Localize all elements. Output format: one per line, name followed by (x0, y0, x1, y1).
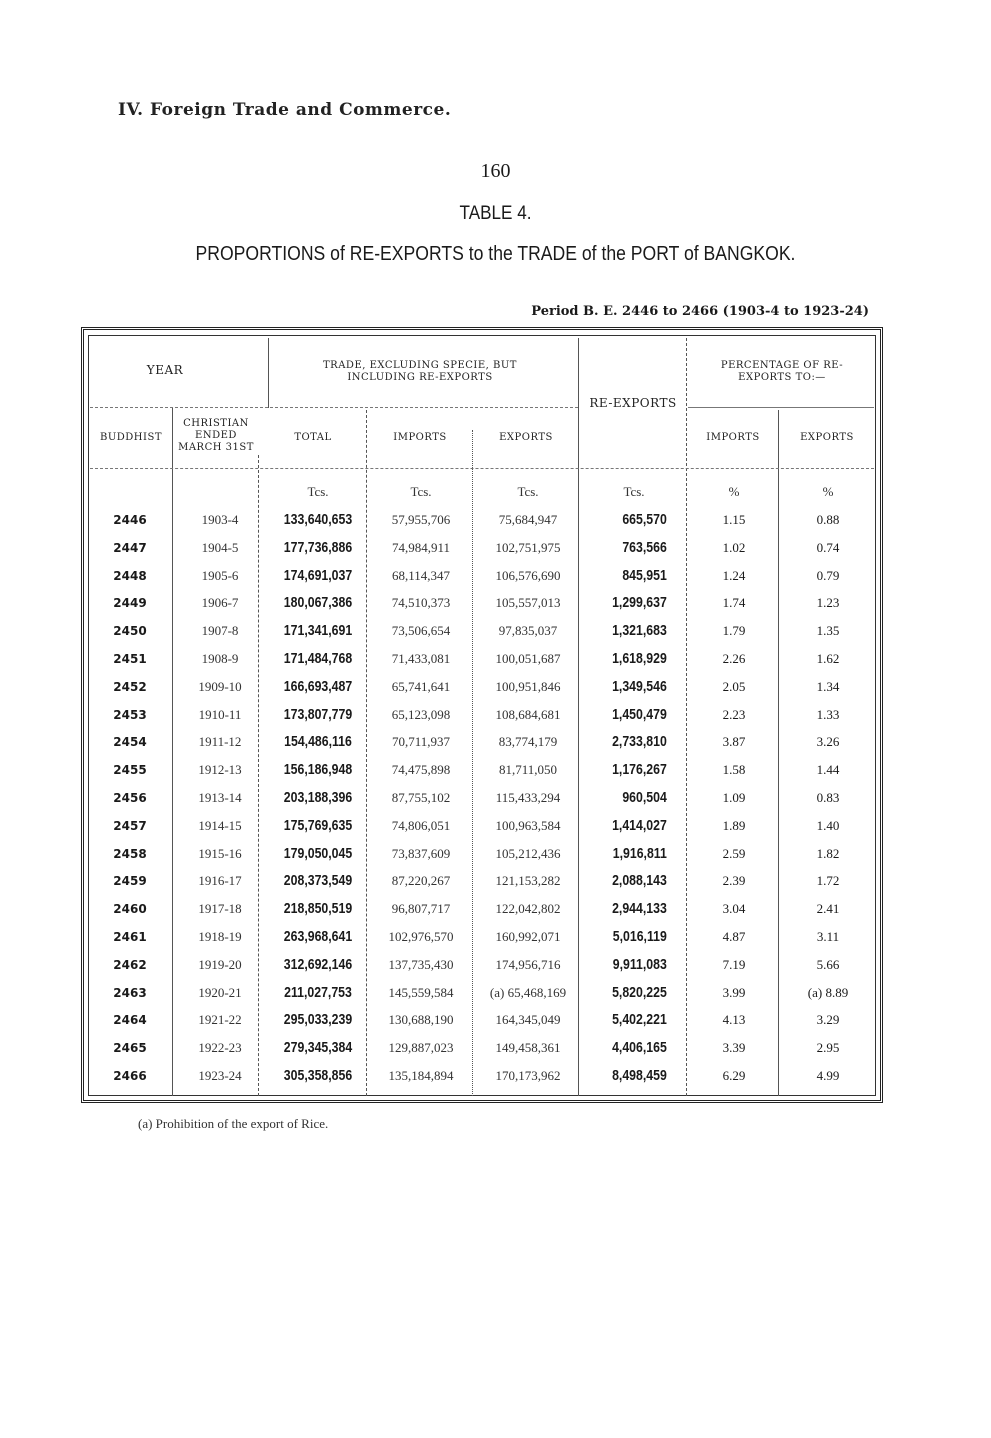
cell-pct-exports: 0.79 (816, 567, 840, 583)
cell-re-exports: 5,016,119 (612, 928, 667, 945)
cell-pct-exports: 1.82 (816, 845, 840, 861)
cell-re-exports: 4,406,165 (612, 1039, 667, 1057)
cell-exports: 149,458,361 (495, 1040, 561, 1056)
cell-re-exports: 1,176,267 (612, 761, 667, 779)
running-head: IV. Foreign Trade and Commerce. (118, 100, 452, 120)
cell-pct-exports: 3.26 (816, 734, 840, 750)
cell-re-exports: 1,321,683 (612, 622, 667, 640)
cell-pct-imports: 2.59 (722, 845, 746, 861)
cell-christian: 1905-6 (201, 567, 239, 583)
cell-pct-imports: 1.02 (722, 539, 746, 555)
cell-imports: 65,741,641 (391, 678, 451, 694)
cell-re-exports: 2,733,810 (612, 733, 667, 751)
cell-christian: 1907-8 (201, 623, 239, 639)
cell-re-exports: 9,911,083 (612, 955, 667, 973)
cell-imports: 70,711,937 (391, 734, 451, 750)
table-number: TABLE 4. (459, 203, 532, 224)
cell-total: 154,486,116 (284, 733, 352, 751)
cell-pct-exports: 1.62 (816, 651, 840, 666)
page-number: 160 (480, 160, 511, 182)
cell-imports: 145,559,584 (388, 984, 454, 1000)
rule-header-bottom (90, 468, 874, 469)
header-year: YEAR (146, 363, 184, 377)
cell-christian: 1904-5 (201, 539, 239, 555)
cell-buddhist: 2457 (113, 818, 147, 833)
cell-pct-imports: 1.89 (722, 817, 746, 833)
cell-christian: 1906-7 (201, 595, 239, 611)
cell-pct-exports: 1.34 (816, 678, 840, 694)
cell-christian: 1913-14 (198, 790, 242, 805)
table-row (88, 812, 876, 840)
cell-buddhist: 2458 (113, 846, 147, 861)
header-trade-group: TRADE, EXCLUDING SPECIE, BUT INCLUDING RE-EXPORTS (323, 360, 517, 383)
cell-imports: 96,807,717 (391, 901, 451, 917)
cell-imports: 68,114,347 (391, 567, 451, 583)
cell-christian: 1919-20 (198, 956, 242, 972)
cell-imports: 74,475,898 (391, 762, 451, 778)
cell-pct-exports: 1.35 (816, 623, 840, 639)
cell-imports: 57,955,706 (391, 512, 451, 527)
cell-pct-exports: 0.74 (816, 539, 840, 555)
cell-christian: 1923-24 (198, 1068, 242, 1083)
cell-re-exports: 1,299,637 (612, 594, 667, 612)
rule-year-trade (268, 338, 269, 408)
cell-exports: 75,684,947 (498, 512, 558, 527)
cell-buddhist: 2450 (113, 624, 147, 639)
table-row (88, 840, 876, 868)
cell-pct-imports: 3.39 (722, 1040, 746, 1056)
unit-total: Tcs. (307, 484, 329, 499)
table-row (88, 951, 876, 979)
cell-christian: 1910-11 (198, 706, 242, 722)
rule-percentage-split (688, 407, 874, 408)
table-row (88, 1034, 876, 1062)
cell-imports: 73,506,654 (391, 623, 451, 639)
cell-christian: 1920-21 (198, 984, 242, 1000)
cell-buddhist: 2452 (113, 679, 147, 694)
table-title: PROPORTIONS of RE-EXPORTS to the TRADE of the PORT of BANGKOK. (195, 243, 796, 265)
cell-exports: 174,956,716 (495, 956, 561, 972)
cell-pct-exports: 2.41 (816, 901, 840, 917)
cell-imports: 71,433,081 (391, 651, 451, 666)
cell-pct-exports: 0.88 (816, 512, 840, 527)
header-total: TOTAL (294, 432, 332, 443)
table-row (88, 1062, 876, 1090)
header-pct-imports: IMPORTS (706, 432, 760, 443)
table-row (88, 1006, 876, 1034)
cell-exports: 115,433,294 (495, 790, 561, 805)
cell-pct-exports: 1.23 (816, 595, 840, 611)
cell-total: 175,769,635 (283, 816, 353, 834)
header-buddhist: BUDDHIST (99, 432, 162, 443)
cell-pct-exports: 3.29 (816, 1012, 840, 1028)
cell-pct-imports: 4.13 (722, 1012, 746, 1028)
cell-pct-exports: (a) 8.89 (807, 984, 849, 1000)
cell-buddhist: 2465 (113, 1041, 147, 1056)
rule-header-top-split (90, 407, 578, 408)
unit-imports: Tcs. (410, 484, 432, 499)
cell-imports: 73,837,609 (391, 845, 451, 861)
cell-total: 171,341,691 (283, 622, 353, 640)
table-row (88, 562, 876, 590)
cell-christian: 1916-17 (198, 873, 242, 889)
header-imports: IMPORTS (393, 432, 447, 443)
cell-total: 166,693,487 (283, 677, 353, 695)
cell-imports: 74,510,373 (391, 595, 451, 611)
cell-exports: 106,576,690 (495, 567, 561, 583)
cell-total: 305,358,856 (283, 1067, 353, 1084)
table-row (88, 506, 876, 534)
cell-buddhist: 2466 (113, 1069, 147, 1083)
cell-exports: 164,345,049 (495, 1012, 561, 1028)
cell-re-exports: 960,504 (622, 789, 667, 806)
table-row (88, 979, 876, 1007)
cell-total: 218,850,519 (283, 900, 353, 918)
cell-buddhist: 2448 (113, 568, 147, 583)
unit-exports: Tcs. (517, 484, 539, 499)
cell-imports: 102,976,570 (388, 929, 454, 944)
cell-exports: 105,557,013 (495, 595, 561, 611)
cell-re-exports: 1,916,811 (612, 844, 667, 862)
cell-christian: 1922-23 (198, 1040, 242, 1056)
cell-re-exports: 1,349,546 (612, 677, 667, 695)
cell-imports: 87,755,102 (391, 790, 451, 805)
cell-total: 173,807,779 (283, 705, 353, 723)
cell-pct-imports: 3.87 (722, 734, 746, 750)
cell-pct-exports: 1.33 (816, 706, 840, 722)
cell-pct-exports: 3.11 (816, 929, 840, 944)
cell-buddhist: 2461 (113, 930, 147, 944)
units-row (88, 478, 876, 506)
cell-buddhist: 2446 (113, 513, 147, 527)
period-caption: Period B. E. 2446 to 2466 (1903-4 to 1923-24) (531, 304, 869, 319)
cell-pct-imports: 2.39 (722, 873, 746, 889)
cell-christian: 1918-19 (198, 929, 242, 944)
cell-pct-imports: 1.79 (722, 623, 746, 639)
cell-total: 312,692,146 (283, 955, 353, 973)
table-row (88, 728, 876, 756)
cell-total: 177,736,886 (283, 538, 353, 556)
cell-total: 208,373,549 (283, 872, 353, 890)
cell-buddhist: 2464 (113, 1013, 147, 1028)
cell-pct-imports: 1.15 (722, 512, 746, 527)
cell-christian: 1915-16 (198, 845, 242, 861)
cell-exports: 160,992,071 (495, 929, 561, 944)
cell-christian: 1908-9 (201, 651, 239, 666)
cell-re-exports: 763,566 (622, 538, 667, 556)
table-row (88, 756, 876, 784)
unit-re-exports: Tcs. (623, 484, 645, 499)
header-pct-exports: EXPORTS (800, 432, 854, 443)
cell-buddhist: 2460 (113, 902, 147, 917)
cell-buddhist: 2456 (113, 791, 147, 805)
cell-imports: 74,806,051 (391, 817, 451, 833)
cell-total: 133,640,653 (283, 511, 353, 528)
cell-buddhist: 2463 (113, 985, 147, 1000)
cell-buddhist: 2462 (113, 957, 147, 972)
unit-pct-exports: % (822, 484, 834, 499)
cell-pct-exports: 4.99 (816, 1068, 840, 1083)
cell-total: 279,345,384 (283, 1039, 353, 1057)
cell-pct-exports: 5.66 (816, 956, 840, 972)
cell-exports: 108,684,681 (495, 706, 561, 722)
cell-pct-imports: 1.74 (722, 595, 746, 611)
cell-re-exports: 5,820,225 (612, 983, 667, 1001)
table-row (88, 701, 876, 729)
cell-pct-imports: 2.05 (722, 678, 746, 694)
table-row (88, 645, 876, 673)
cell-buddhist: 2459 (113, 874, 147, 889)
cell-buddhist: 2447 (113, 540, 147, 555)
cell-total: 156,186,948 (283, 761, 353, 779)
cell-pct-imports: 6.29 (722, 1068, 746, 1083)
cell-pct-exports: 1.40 (816, 817, 840, 833)
cell-pct-exports: 2.95 (816, 1040, 840, 1056)
cell-total: 179,050,045 (283, 844, 353, 862)
cell-pct-exports: 1.44 (816, 762, 840, 778)
cell-exports: 100,963,584 (495, 817, 561, 833)
cell-re-exports: 8,498,459 (612, 1067, 667, 1084)
cell-re-exports: 1,450,479 (612, 705, 667, 723)
header-percentage-group: PERCENTAGE OF RE-EXPORTS TO:— (720, 360, 844, 383)
cell-exports: 100,951,846 (495, 678, 561, 694)
cell-christian: 1914-15 (198, 817, 242, 833)
cell-buddhist: 2455 (113, 763, 147, 778)
cell-imports: 135,184,894 (388, 1068, 454, 1083)
cell-pct-imports: 2.26 (722, 651, 746, 666)
cell-exports: 102,751,975 (495, 539, 561, 555)
cell-total: 174,691,037 (283, 566, 353, 584)
cell-exports: 122,042,802 (495, 901, 561, 917)
cell-exports: 105,212,436 (495, 845, 561, 861)
cell-imports: 65,123,098 (391, 706, 451, 722)
cell-re-exports: 2,088,143 (612, 872, 667, 890)
cell-exports: (a) 65,468,169 (489, 984, 567, 1000)
cell-re-exports: 1,618,929 (612, 650, 667, 667)
cell-total: 180,067,386 (283, 594, 353, 612)
header-exports: EXPORTS (499, 432, 553, 443)
cell-imports: 74,984,911 (391, 539, 451, 555)
cell-re-exports: 2,944,133 (612, 900, 667, 918)
table-row (88, 895, 876, 923)
header-re-exports: RE-EXPORTS (589, 396, 677, 410)
table-row (88, 673, 876, 701)
cell-re-exports: 5,402,221 (612, 1011, 667, 1029)
cell-imports: 137,735,430 (388, 956, 454, 972)
cell-pct-imports: 1.09 (722, 790, 746, 805)
cell-christian: 1903-4 (201, 512, 239, 527)
cell-exports: 121,153,282 (495, 873, 561, 889)
table-row (88, 617, 876, 645)
table-row (88, 867, 876, 895)
cell-pct-imports: 1.58 (722, 762, 746, 778)
cell-pct-imports: 3.99 (722, 984, 746, 1000)
cell-pct-imports: 1.24 (722, 567, 746, 583)
cell-pct-exports: 0.83 (816, 790, 840, 805)
cell-exports: 170,173,962 (495, 1068, 561, 1083)
cell-christian: 1911-12 (198, 734, 242, 750)
table-row (88, 589, 876, 617)
cell-exports: 83,774,179 (498, 734, 558, 750)
cell-total: 203,188,396 (283, 789, 353, 806)
cell-total: 171,484,768 (283, 650, 353, 667)
cell-exports: 97,835,037 (498, 623, 558, 639)
cell-buddhist: 2454 (113, 735, 147, 750)
cell-christian: 1912-13 (198, 762, 242, 778)
cell-re-exports: 665,570 (622, 511, 667, 528)
cell-buddhist: 2449 (113, 596, 147, 611)
cell-re-exports: 845,951 (622, 566, 667, 584)
cell-exports: 100,051,687 (495, 651, 561, 666)
cell-exports: 81,711,050 (498, 762, 558, 778)
header-christian: CHRISTIAN ENDED MARCH 31ST (178, 418, 254, 453)
cell-christian: 1921-22 (198, 1012, 242, 1028)
cell-christian: 1909-10 (198, 678, 242, 694)
table-row (88, 534, 876, 562)
cell-re-exports: 1,414,027 (612, 816, 667, 834)
cell-buddhist: 2451 (113, 652, 147, 666)
cell-pct-imports: 3.04 (722, 901, 746, 917)
cell-imports: 130,688,190 (388, 1012, 454, 1028)
cell-total: 295,033,239 (283, 1011, 353, 1029)
cell-total: 263,968,641 (283, 928, 353, 945)
cell-pct-imports: 2.23 (722, 706, 746, 722)
unit-pct-imports: % (728, 484, 740, 499)
cell-pct-exports: 1.72 (816, 873, 840, 889)
cell-pct-imports: 4.87 (722, 929, 746, 944)
table-row (88, 923, 876, 951)
cell-pct-imports: 7.19 (722, 956, 746, 972)
footnote: (a) Prohibition of the export of Rice. (138, 1116, 329, 1131)
cell-buddhist: 2453 (113, 707, 147, 722)
cell-christian: 1917-18 (198, 901, 242, 917)
cell-total: 211,027,753 (284, 983, 352, 1001)
cell-imports: 87,220,267 (391, 873, 451, 889)
cell-imports: 129,887,023 (388, 1040, 454, 1056)
table-row (88, 784, 876, 812)
